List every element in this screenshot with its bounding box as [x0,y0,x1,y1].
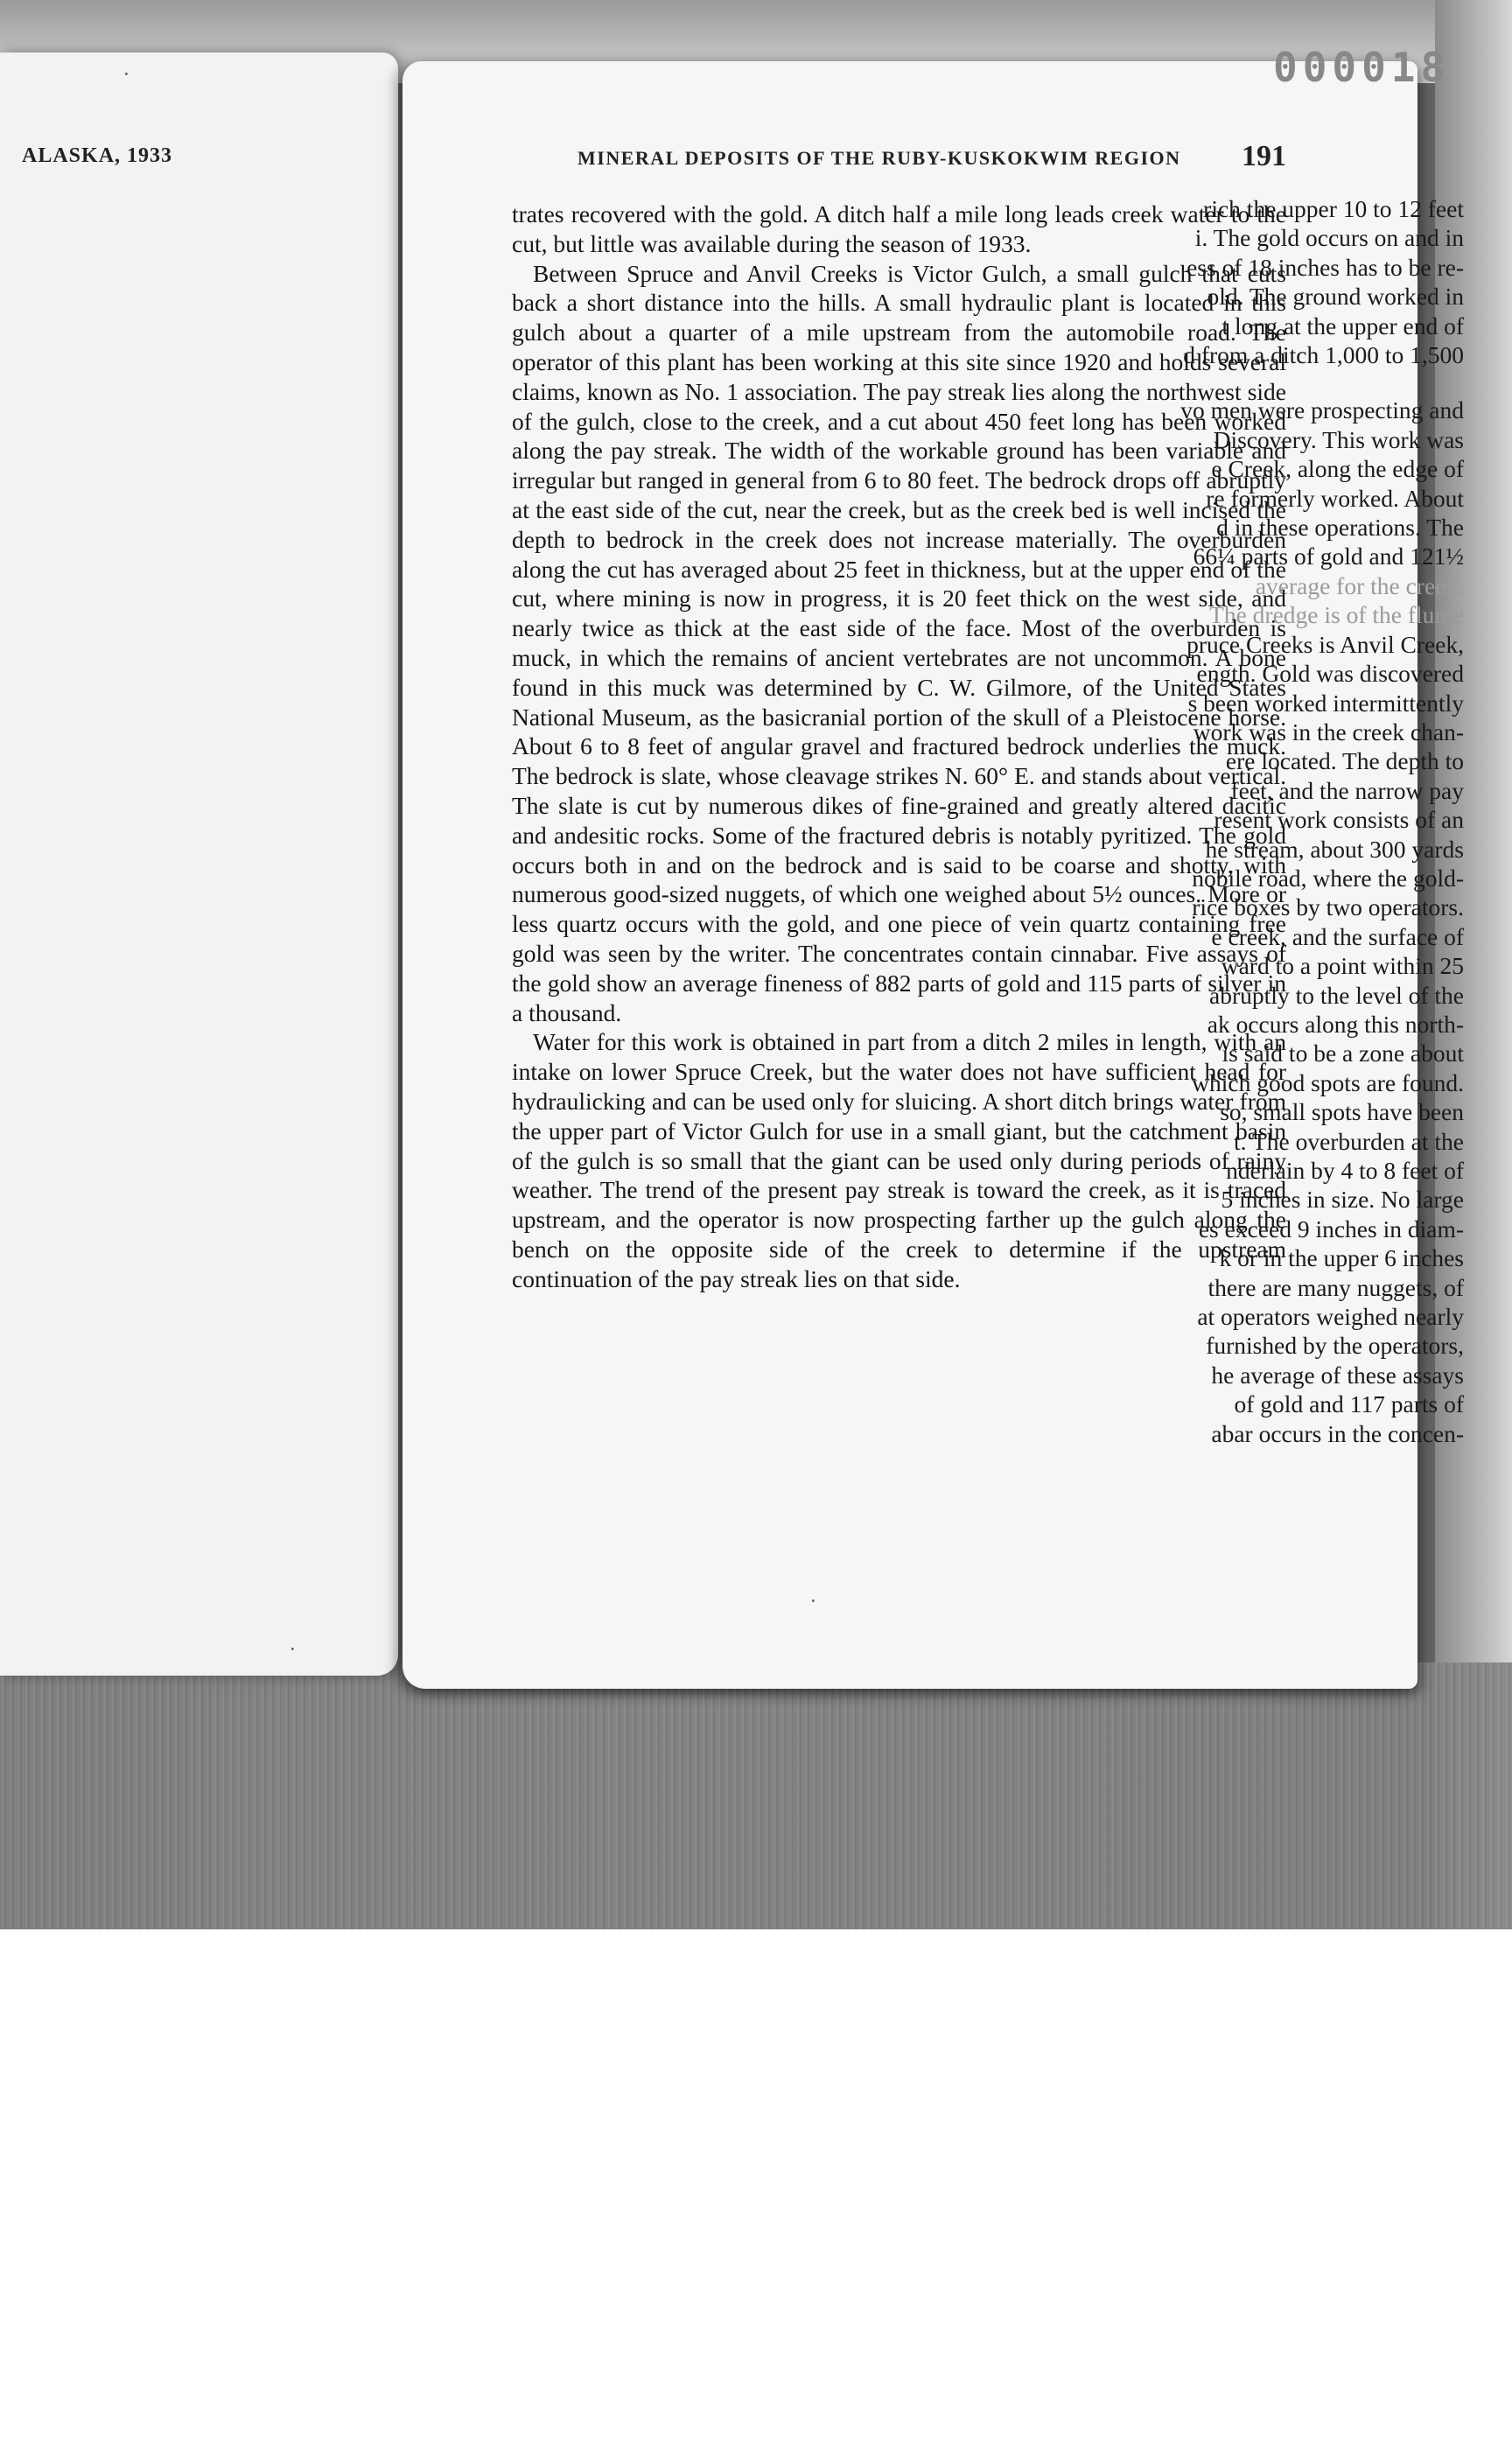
left-text-line: vo men were prospecting and [1180,396,1464,424]
running-title: MINERAL DEPOSITS OF THE RUBY-KUSKOKWIM REGION [578,147,1181,169]
left-text-line: s been worked intermittently [1187,689,1464,717]
left-text-line: The dredge is of the flume [1209,601,1464,629]
speck: · [122,61,130,87]
left-text-line: there are many nuggets, of [1208,1273,1464,1301]
left-text-line: ere located. The depth to [1225,747,1464,775]
left-text-line: at operators weighed nearly [1197,1303,1464,1331]
left-text-line: ength. Gold was discovered [1196,660,1464,688]
left-text-line: t. The overburden at the [1234,1127,1464,1155]
left-text-line: k or in the upper 6 inches [1219,1244,1464,1272]
page-number: 191 [1242,140,1286,172]
left-text-line: of gold and 117 parts of [1234,1390,1464,1418]
left-text-line: d in these operations. The [1216,514,1464,542]
left-text-line: is said to be a zone about [1222,1040,1464,1068]
left-text-line: nobile road, where the gold- [1192,864,1464,892]
right-page-text [512,200,1286,1293]
archive-stamp: 000018 [1273,44,1451,91]
left-page [0,52,398,1676]
left-text-line: e creek, and the surface of [1211,922,1464,950]
left-text-line: nderlain by 4 to 8 feet of [1226,1157,1464,1184]
left-text-line: resent work consists of an [1214,806,1464,834]
left-text-line: d from a ditch 1,000 to 1,500 [1183,341,1464,369]
left-text-line: ward to a point within 25 [1221,952,1464,980]
left-text-line: 5 inches in size. No large [1221,1186,1464,1214]
left-text-line: pruce Creeks is Anvil Creek, [1186,630,1464,658]
left-text-line: rice boxes by two operators. [1192,893,1464,921]
left-text-line: furnished by the operators, [1206,1332,1464,1360]
left-running-header: ALASKA, 1933 [22,144,173,167]
left-text-line: abar occurs in the concen- [1211,1419,1464,1447]
left-text-line: which good spots are found. [1192,1068,1464,1096]
speck: · [289,1636,297,1662]
left-text-line: abruptly to the level of the [1209,981,1464,1009]
left-text-line: i. The gold occurs on and in [1194,224,1464,252]
left-text-line: e Creek, along the edge of [1211,455,1464,483]
left-text-line: average for the creek. [1255,571,1464,599]
left-text-line: t long at the upper end of [1222,312,1464,340]
left-text-line: 66¼ parts of gold and 121½ [1193,542,1464,570]
paragraph: Between Spruce and Anvil Creeks is Victor Gulch, a small gulch that cuts back a short distance into the hills. A small hydraulic plant is located in this gulch about a quarter of a mile upstream from the automobile road. The operator of this plant has been working at this site since 1920 and holds several claims, known as No. 1 association. The pay streak lies along the northwest side of the gulch, close to the creek, and a cut about 450 feet long has been worked along the pay streak. The width of the workable ground has been variable and irregular but ranged in general from 6 to 80 feet. The bedrock drops off abruptly at the east side of the cut, near the creek, but as the creek bed is well incised the depth to bedrock in the creek does not increase materially. The overburden along the cut has averaged about 25 feet in thickness, but at the upper end of the cut, where mining is now in progress, it is 20 feet thick on the west side, and nearly twice as thick at the east side of the face. Most of the overburden is muck, in which the remains of ancient vertebrates are not uncommon. A bone found in this muck was determined by C. W. Gilmore, of the United States National Museum, as the basicranial portion of the skull of a Pleistocene horse. About 6 to 8 feet of angular gravel and fractured bedrock underlies the muck. The bedrock is slate, whose cleavage strikes N. 60° E. and stands about vertical. The slate is cut by numerous dikes of fine-grained and greatly altered dacitic and andesitic rocks. Some of the fractured debris is notably pyritized. The gold occurs both in and on the bedrock and is said to be coarse and shotty, with numerous good-sized nuggets, of which one weighed about 5½ ounces. More or less quartz occurs with the gold, and one piece of vein quartz containing free gold was seen by the writer. The concentrates contain cinnabar. Five assays of the gold show an average fineness of 882 parts of gold and 115 parts of silver in a thousand. [512,259,1286,1026]
left-text-line: Discovery. This work was [1213,425,1464,453]
left-text-line: ak occurs along this north- [1207,1010,1464,1038]
left-text-line: ess of 18 inches has to be re- [1186,253,1464,281]
left-text-line: so, small spots have been [1220,1098,1464,1126]
right-running-header [578,140,1312,172]
speck: · [809,1588,817,1614]
left-text-line: feet, and the narrow pay [1230,776,1464,804]
left-text-line: work was in the creek chan- [1193,718,1464,746]
left-text-line: rich the upper 10 to 12 feet [1203,195,1464,222]
paragraph: Water for this work is obtained in part from a ditch 2 miles in length, with an intake on lower Spruce Creek, but the water does not have sufficient head for hydraulicking and can be used only for sluicing. A short ditch brings water from the upper part of Victor Gulch for use in a small giant, but the catchment basin of the gulch is so small that the giant can be used only during periods of rainy weather. The trend of the present pay streak is toward the creek, as it is traced upstream, and the operator is now prospecting farther up the gulch along the bench on the opposite side of the creek to determine if the upstream continuation of the pay streak lies on that side. [512,1028,1286,1292]
scan-bottom-edge [0,1662,1512,1929]
paragraph: trates recovered with the gold. A ditch half a mile long leads creek water to the cut, but little was available during the season of 1933. [512,200,1286,257]
left-text-line: re formerly worked. About [1206,484,1464,512]
left-text-line: old. The ground worked in [1207,283,1464,311]
left-text-line: he average of these assays [1211,1361,1464,1389]
left-text-line: es exceed 9 inches in diam- [1198,1214,1464,1242]
left-text-line: he stream, about 300 yards [1205,835,1464,863]
